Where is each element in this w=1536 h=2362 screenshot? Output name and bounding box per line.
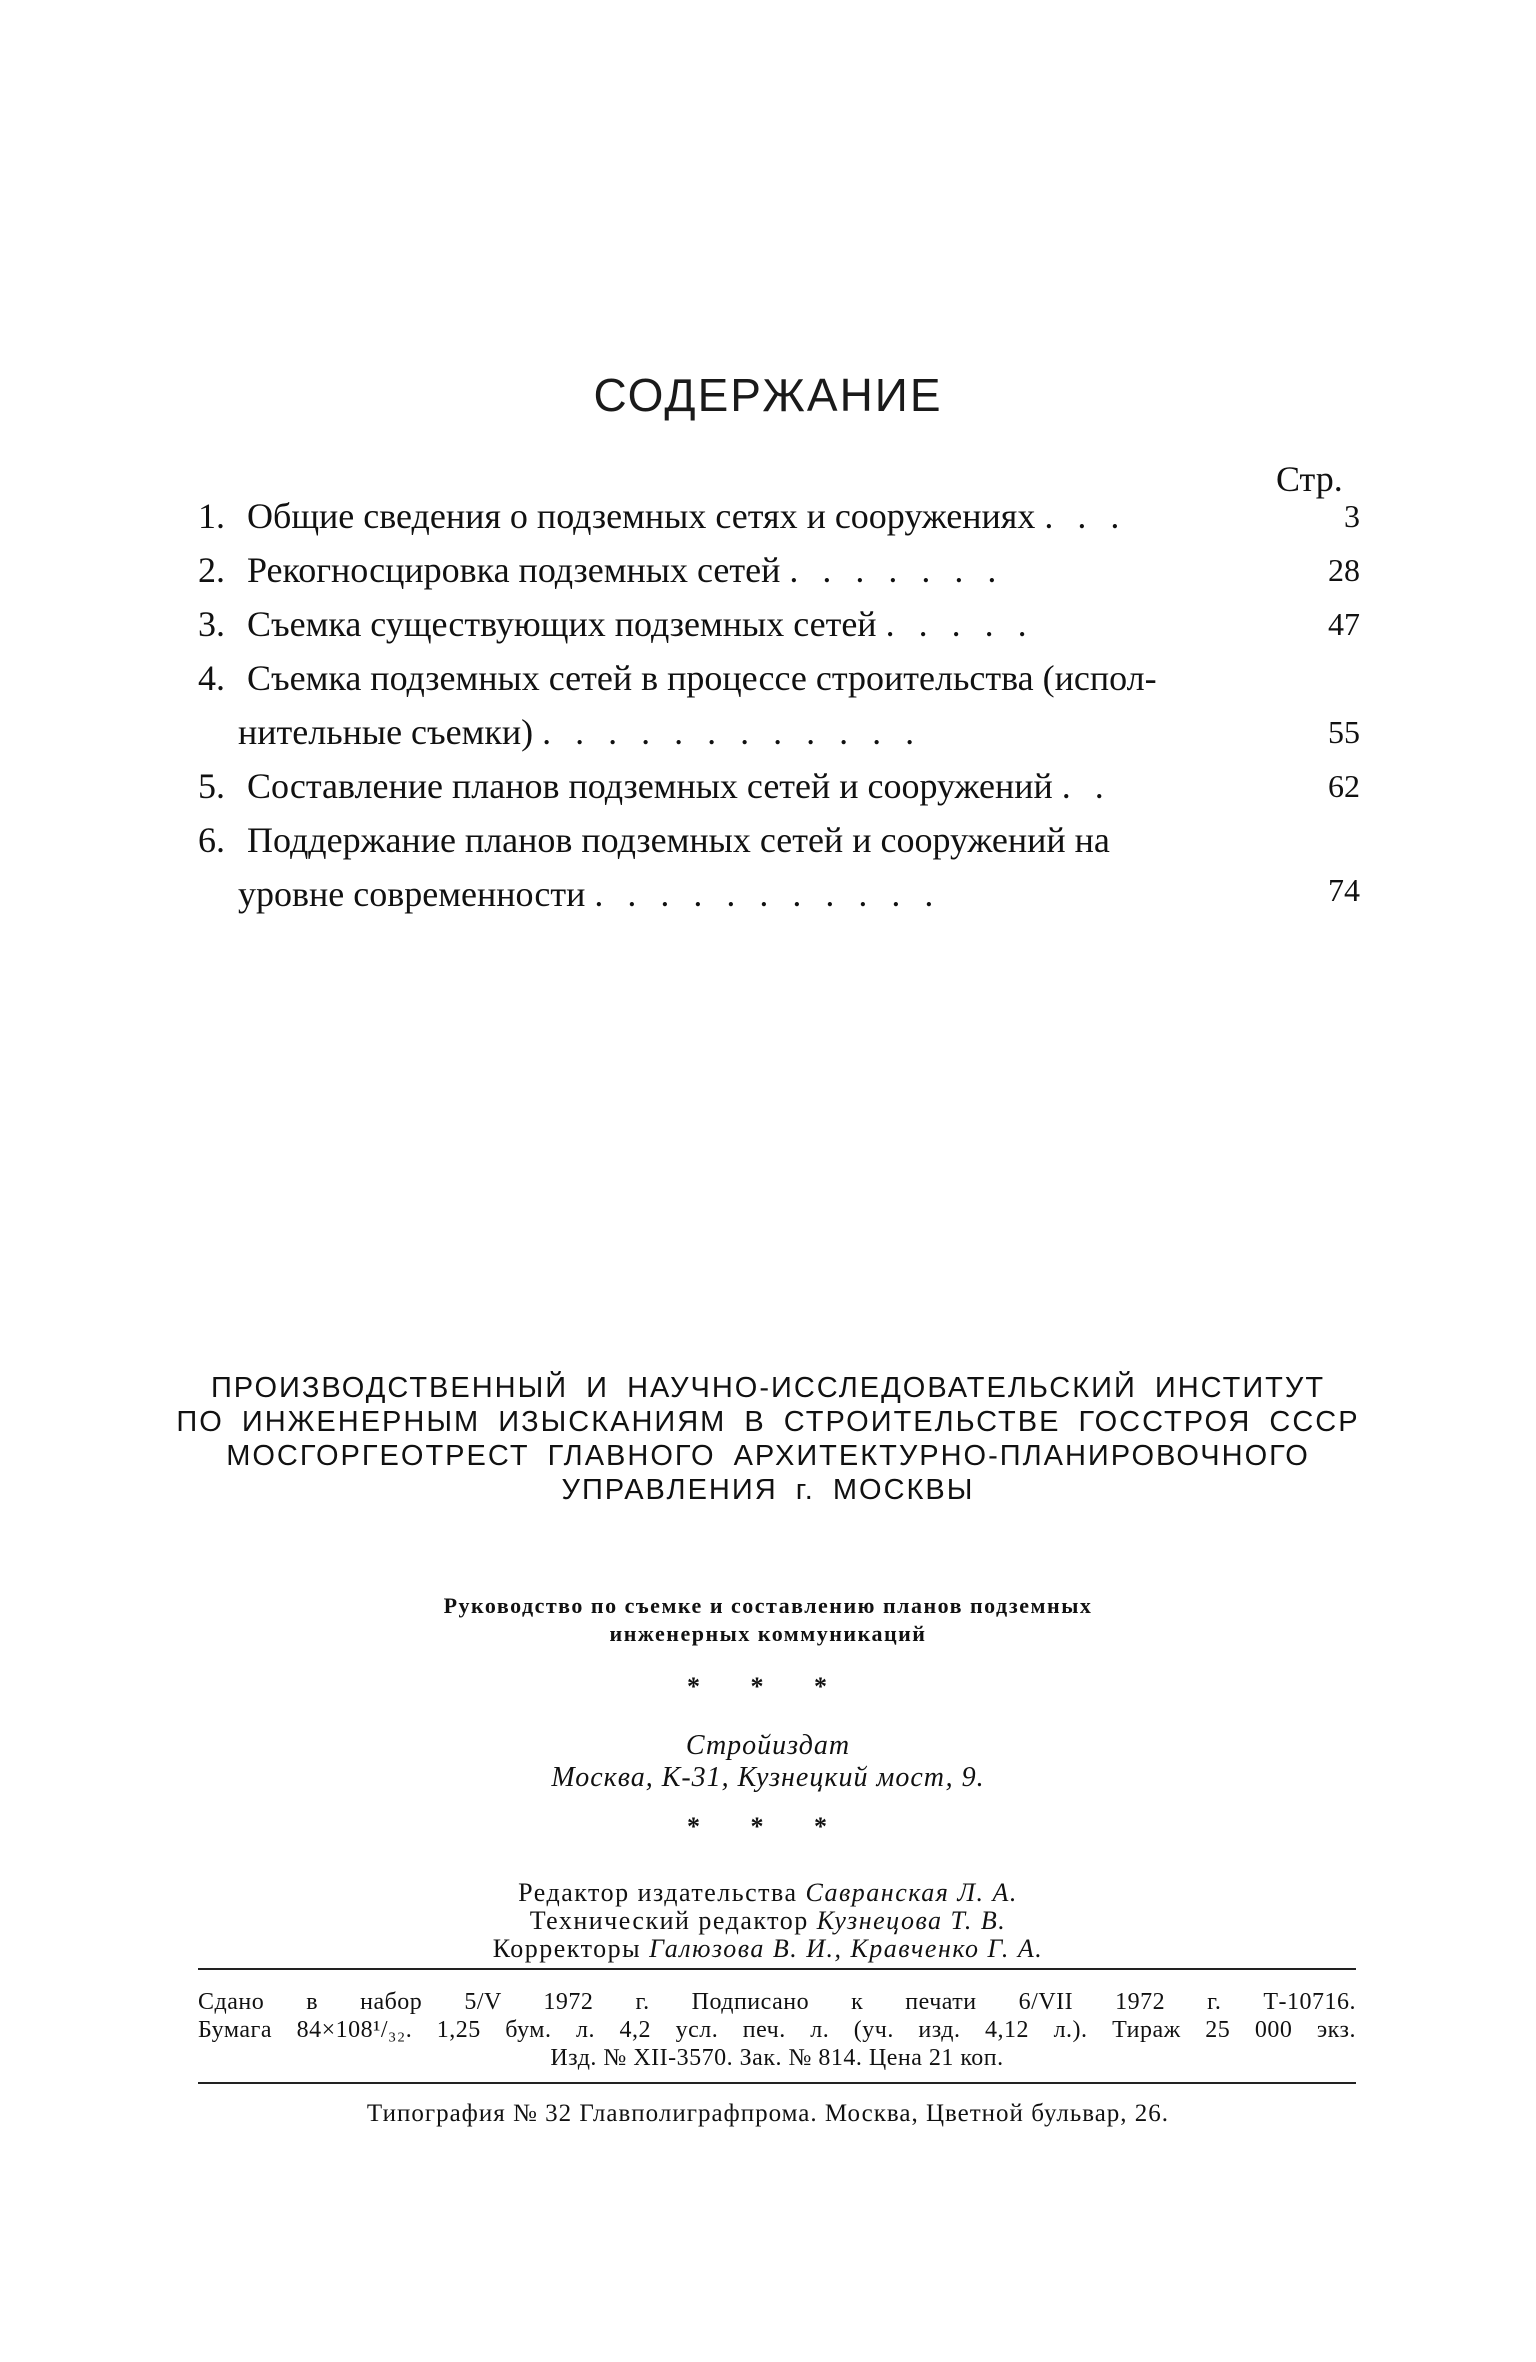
toc-entry-text: Составление планов подземных сетей и сооружений: [247, 766, 1053, 806]
divider-rule: [198, 1968, 1356, 1970]
toc-entry: [198, 548, 1020, 592]
tech-editor-line: [0, 1906, 1536, 1936]
toc-entry-text: Рекогносцировка подземных сетей: [247, 550, 781, 590]
toc-entry-text: уровне современности: [238, 874, 586, 914]
print-info-line: Бумага 84×108¹/₃₂. 1,25 бум. л. 4,2 усл. печ. л. (уч. изд. 4,12 л.). Тираж 25 000 экз.: [198, 2017, 1356, 2043]
toc-page-number: 74: [1328, 872, 1360, 908]
toc-entry: [198, 602, 1051, 646]
toc-page-number: 62: [1328, 768, 1360, 804]
correctors-line: [0, 1934, 1536, 1964]
toc-leader-dots: .......: [789, 550, 1021, 590]
toc-entry-text: Съемка существующих подземных сетей: [247, 604, 877, 644]
publisher-address: Москва, К-31, Кузнецкий мост, 9.: [551, 1762, 985, 1793]
printing-house: Типография № 32 Главполиграфпрома. Москва, Цветной бульвар, 26.: [366, 2100, 1170, 2127]
toc-page-number: 3: [1344, 498, 1360, 534]
toc-leader-dots: ...........: [594, 874, 958, 914]
institute-line: ПРОИЗВОДСТВЕННЫЙ И НАУЧНО-ИССЛЕДОВАТЕЛЬСКИЙ ИНСТИТУТ: [210, 1372, 1326, 1404]
toc-page-number: 28: [1328, 552, 1360, 588]
toc-entry: [198, 656, 1157, 700]
toc-entry-number: 3.: [198, 604, 225, 644]
toc-entry-text: Поддержание планов подземных сетей и сооружений на: [247, 820, 1110, 860]
divider-rule: [198, 2082, 1356, 2084]
toc-entry-number: 6.: [198, 820, 225, 860]
publisher-name: Стройиздат: [685, 1730, 851, 1761]
toc-page-number: 55: [1328, 714, 1360, 750]
editor-line: [0, 1878, 1536, 1908]
toc-entry-number: 2.: [198, 550, 225, 590]
toc-page-number: 47: [1328, 606, 1360, 642]
toc-entry-number: 4.: [198, 658, 225, 698]
toc-leader-dots: ..: [1061, 766, 1128, 806]
separator-stars: * * *: [687, 1672, 849, 1701]
toc-leader-dots: .....: [885, 604, 1051, 644]
institute-line: ПО ИНЖЕНЕРНЫМ ИЗЫСКАНИЯМ В СТРОИТЕЛЬСТВЕ ГОССТРОЯ СССР: [176, 1406, 1360, 1438]
book-title-line: инженерных коммуникаций: [609, 1621, 927, 1646]
separator-stars: * * *: [687, 1812, 849, 1841]
toc-title: СОДЕРЖАНИЕ: [593, 369, 943, 421]
toc-entry-text: нительные съемки): [238, 712, 534, 752]
toc-entry: [198, 818, 1110, 862]
toc-entry-number: 1.: [198, 496, 225, 536]
toc-leader-dots: ............: [542, 712, 939, 752]
toc-entry-text: Съемка подземных сетей в процессе строительства (испол-: [247, 658, 1157, 698]
toc-entry: [198, 764, 1128, 808]
toc-entry-continuation: [238, 710, 938, 754]
correctors-label: Корректоры: [492, 1934, 642, 1963]
toc-entry-text: Общие сведения о подземных сетях и сооружениях: [247, 496, 1036, 536]
print-info-line: Изд. № XII-3570. Зак. № 814. Цена 21 коп.: [550, 2045, 1004, 2071]
institute-line: МОСГОРГЕОТРЕСТ ГЛАВНОГО АРХИТЕКТУРНО-ПЛАНИРОВОЧНОГО: [226, 1440, 1310, 1472]
tech-editor-label: Технический редактор: [529, 1906, 809, 1935]
toc-entry-number: 5.: [198, 766, 225, 806]
print-info-line: Сдано в набор 5/V 1972 г. Подписано к печати 6/VII 1972 г. Т-10716.: [198, 1989, 1356, 2015]
tech-editor-name: Кузнецова Т. В.: [816, 1906, 1007, 1935]
toc-entry: [198, 494, 1143, 538]
institute-line: УПРАВЛЕНИЯ г. МОСКВЫ: [561, 1474, 975, 1506]
editor-name: Савранская Л. А.: [805, 1878, 1018, 1907]
editor-label: Редактор издательства: [518, 1878, 798, 1907]
correctors-names: Галюзова В. И., Кравченко Г. А.: [649, 1934, 1044, 1963]
toc-leader-dots: ...: [1044, 496, 1144, 536]
book-title-line: Руководство по съемке и составлению планов подземных: [443, 1593, 1093, 1618]
toc-page-column-header: Стр.: [1276, 459, 1343, 499]
toc-entry-continuation: [238, 872, 957, 916]
